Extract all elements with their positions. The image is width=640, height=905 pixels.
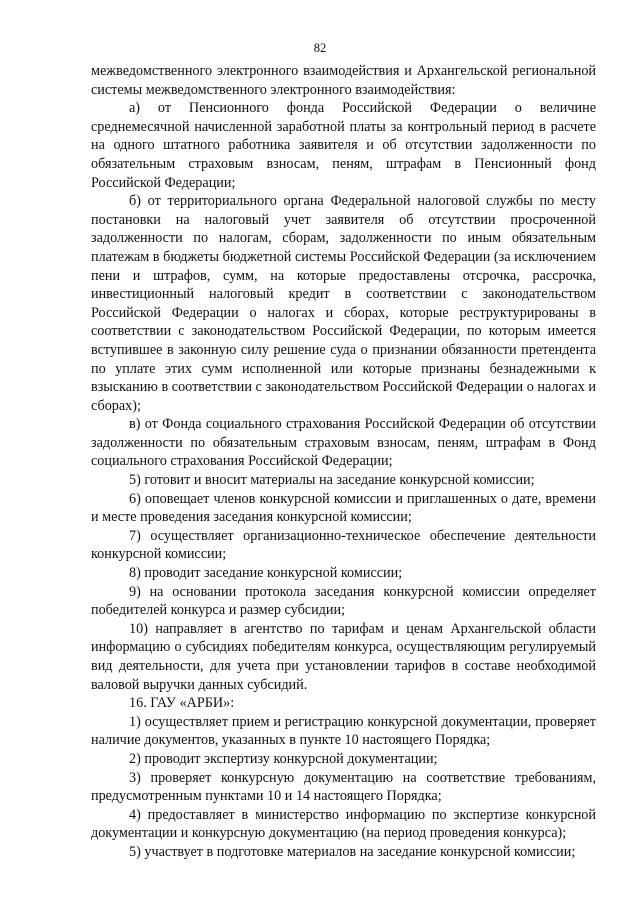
paragraph-item-b: б) от территориального органа Федеральной налоговой службы по месту постановки на налоговый учет заявителя об отсутствии просроченной задолженности по налогам, сборам, задолженности по иным обязательным платежам в бюджеты бюджетной системы Российской Федерации (за исключением пени и штрафов, сумм, на которые предоставлены отсрочка, рассрочка, инвестиционный налоговый кредит в соответствии с законодательством Российской Федерации о налогах и сборах, которые реструктурированы в соответствии с законодательством Российской Федерации, по которым имеется вступившее в законную силу решение суда о признании обязанности претендента по уплате этих сумм исполненной или которые признаны безнадежными к взысканию в соответствии с законодательством Российской Федерации о налогах и сборах); (91, 193, 596, 414)
paragraph-item-v: в) от Фонда социального страхования Российской Федерации об отсутствии задолженности по обязательным страховым взносам, пеням, штрафам в Фонд социального страхования Российской Федерации; (91, 416, 596, 470)
paragraph-item-6: 6) оповещает членов конкурсной комиссии и приглашенных о дате, времени и месте проведения заседания конкурсной комиссии; (91, 490, 596, 526)
document-body (91, 62, 596, 862)
paragraph-16-item-2: 2) проводит экспертизу конкурсной документации; (129, 750, 438, 767)
page-number: 82 (313, 41, 327, 55)
paragraph-item-9: 9) на основании протокола заседания конкурсной комиссии определяет победителей конкурса и размер субсидии; (91, 583, 596, 619)
paragraph-item-7: 7) осуществляет организационно-техническое обеспечение деятельности конкурсной комиссии; (91, 527, 596, 563)
paragraph-item-10: 10) направляет в агентство по тарифам и ценам Архангельской области информацию о субсидиях победителям конкурса, осуществляющим регулируемый вид деятельности, для учета при установлении тарифов в составе необходимой валовой выручки данных субсидий. (91, 620, 596, 693)
paragraph-16-item-3: 3) проверяет конкурсную документацию на соответствие требованиям, предусмотренным пунктами 10 и 14 настоящего Порядка; (91, 769, 596, 805)
section-heading-16: 16. ГАУ «АРБИ»: (129, 695, 235, 712)
paragraph-16-item-1: 1) осуществляет прием и регистрацию конкурсной документации, проверяет наличие документов, указанных в пункте 10 настоящего Порядка; (91, 713, 596, 749)
paragraph-16-item-4: 4) предоставляет в министерство информацию по экспертизе конкурсной документации и конкурсную документацию (на период проведения конкурса); (91, 806, 596, 842)
paragraph-item-8: 8) проводит заседание конкурсной комиссии; (129, 565, 403, 582)
paragraph-16-item-5: 5) участвует в подготовке материалов на заседание конкурсной комиссии; (129, 843, 576, 860)
paragraph-intro: межведомственного электронного взаимодействия и Архангельской региональной системы межведомственного электронного взаимодействия: (91, 63, 596, 98)
paragraph-item-5: 5) готовит и вносит материалы на заседание конкурсной комиссии; (129, 472, 535, 489)
paragraph-item-a: а) от Пенсионного фонда Российской Федерации о величине среднемесячной начисленной заработной платы за контрольный период в расчете на одного штатного работника заявителя и об отсутствии задолженности по обязательным страховым взносам, пеням, штрафам в Пенсионный фонд Российской Федерации; (91, 100, 596, 191)
